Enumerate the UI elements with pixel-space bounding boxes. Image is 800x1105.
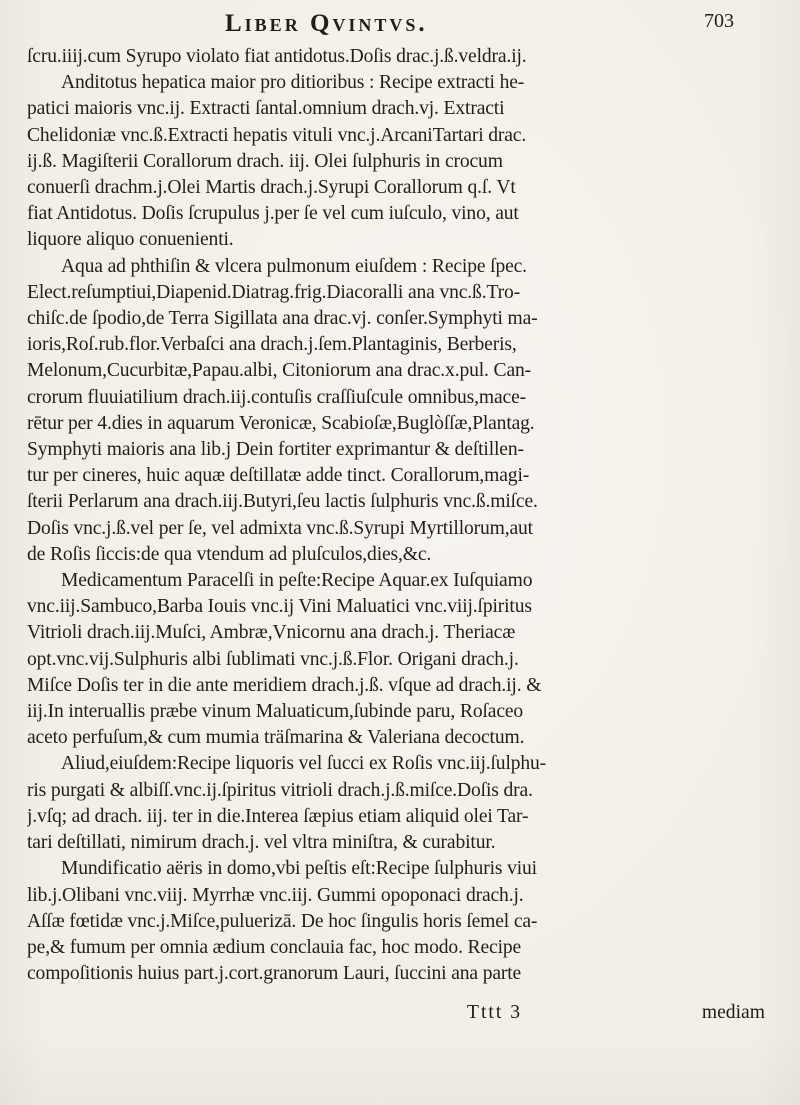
text-line: j.vſq; ad drach. iij. ter in die.Interea ſæpius etiam aliquid olei Tar- — [27, 805, 529, 827]
text-line: tur per cineres, huic aquæ deſtillatæ adde tinct. Corallorum,magi- — [27, 465, 530, 487]
text-line: Doſis vnc.j.ß.vel per ſe, vel admixta vnc.ß.Syrupi Myrtillorum,aut — [27, 517, 533, 539]
running-title: Liber Qvintvs. — [225, 10, 428, 37]
text-line: Aliud,eiuſdem:Recipe liquoris vel ſucci ex Roſis vnc.iij.ſulphu- — [61, 753, 547, 775]
text-line: lib.j.Olibani vnc.viij. Myrrhæ vnc.iij. Gummi opoponaci drach.j. — [27, 884, 524, 906]
text-line: Melonum,Cucurbitæ,Papau.albi, Citoniorum ana drac.x.pul. Can- — [27, 360, 532, 382]
text-line: rētur per 4.dies in aquarum Veronicæ, Scabioſæ,Buglòſſæ,Plantag. — [27, 412, 535, 434]
text-line: chiſc.de ſpodio,de Terra Sigillata ana drac.vj. conſer.Symphyti ma- — [27, 308, 538, 330]
text-line: ris purgati & albiſſ.vnc.ij.ſpiritus vitrioli drach.j.ß.miſce.Doſis dra. — [27, 779, 533, 801]
text-line: ioris,Roſ.rub.flor.Verbaſci ana drach.j.ſem.Plantaginis, Berberis, — [27, 334, 517, 356]
text-line: Miſce Doſis ter in die ante meridiem drach.j.ß. vſque ad drach.ij. & — [27, 674, 542, 696]
text-line: Aſſæ fœtidæ vnc.j.Miſce,puluerizā. De hoc ſingulis horis ſemel ca- — [27, 910, 538, 932]
text-line: vnc.iij.Sambuco,Barba Iouis vnc.ij Vini Maluatici vnc.viij.ſpiritus — [27, 596, 532, 618]
text-line: Medicamentum Paracelſi in peſte:Recipe Aquar.ex Iuſquiamo — [61, 570, 533, 592]
text-line: Anditotus hepatica maior pro ditioribus : Recipe extracti he- — [61, 72, 525, 94]
text-line: Aqua ad phthiſin & vlcera pulmonum eiuſdem : Recipe ſpec. — [61, 255, 527, 277]
text-line: tari deſtillati, nimirum drach.j. vel vltra miniſtra, & curabitur. — [27, 832, 496, 854]
text-line: ſcru.iiij.cum Syrupo violato fiat antidotus.Doſis drac.j.ß.veldra.ij. — [27, 46, 527, 67]
text-line: fiat Antidotus. Doſis ſcrupulus j.per ſe vel cum iuſculo, vino, aut — [27, 203, 519, 225]
text-line: liquore aliquo conuenienti. — [27, 229, 234, 251]
text-line: Chelidoniæ vnc.ß.Extracti hepatis vituli vnc.j.ArcaniTartari drac. — [27, 124, 527, 146]
text-line: opt.vnc.vij.Sulphuris albi ſublimati vnc.j.ß.Flor. Origani drach.j. — [27, 648, 519, 670]
text-line: conuerſi drachm.j.Olei Martis drach.j.Syrupi Corallorum q.ſ. Vt — [27, 177, 516, 199]
text-line: iij.In interuallis præbe vinum Maluaticum,ſubinde paru, Roſaceo — [27, 701, 524, 723]
text-line: de Roſis ſiccis:de qua vtendum ad pluſculos,dies,&c. — [27, 543, 432, 565]
text-line: Mundificatio aëris in domo,vbi peſtis eſt:Recipe ſulphuris viui — [61, 858, 537, 880]
text-line: Vitrioli drach.iij.Muſci, Ambræ,Vnicornu ana drach.j. Theriacæ — [27, 622, 516, 644]
text-line: patici maioris vnc.ij. Extracti ſantal.omnium drach.vj. Extracti — [27, 98, 505, 120]
signature-mark: Tttt 3 — [467, 1002, 522, 1023]
text-line: compoſitionis huius part.j.cort.granorum Lauri, ſuccini ana parte — [27, 963, 522, 985]
page-number: 703 — [704, 10, 734, 32]
text-line: aceto perfuſum,& cum mumia träſmarina & Valeriana decoctum. — [27, 727, 525, 749]
text-line: crorum fluuiatilium drach.iij.contuſis craſſiuſcule omnibus,mace- — [27, 386, 526, 408]
text-line: ſterii Perlarum ana drach.iij.Butyri,ſeu lactis ſulphuris vnc.ß.miſce. — [27, 491, 538, 513]
text-line: ij.ß. Magiſterii Corallorum drach. iij. Olei ſulphuris in crocum — [27, 150, 503, 172]
text-line: Symphyti maioris ana lib.j Dein fortiter exprimantur & deſtillen- — [27, 439, 524, 461]
catchword: mediam — [701, 1002, 765, 1023]
text-line: Elect.reſumptiui,Diapenid.Diatrag.frig.Diacoralli ana vnc.ß.Tro- — [27, 281, 520, 303]
page-bottom-margin — [0, 1030, 800, 1105]
page-footer — [27, 1002, 767, 1028]
body-text — [27, 44, 767, 987]
text-line: pe,& fumum per omnia ædium conclauia fac, hoc modo. Recipe — [27, 936, 522, 958]
